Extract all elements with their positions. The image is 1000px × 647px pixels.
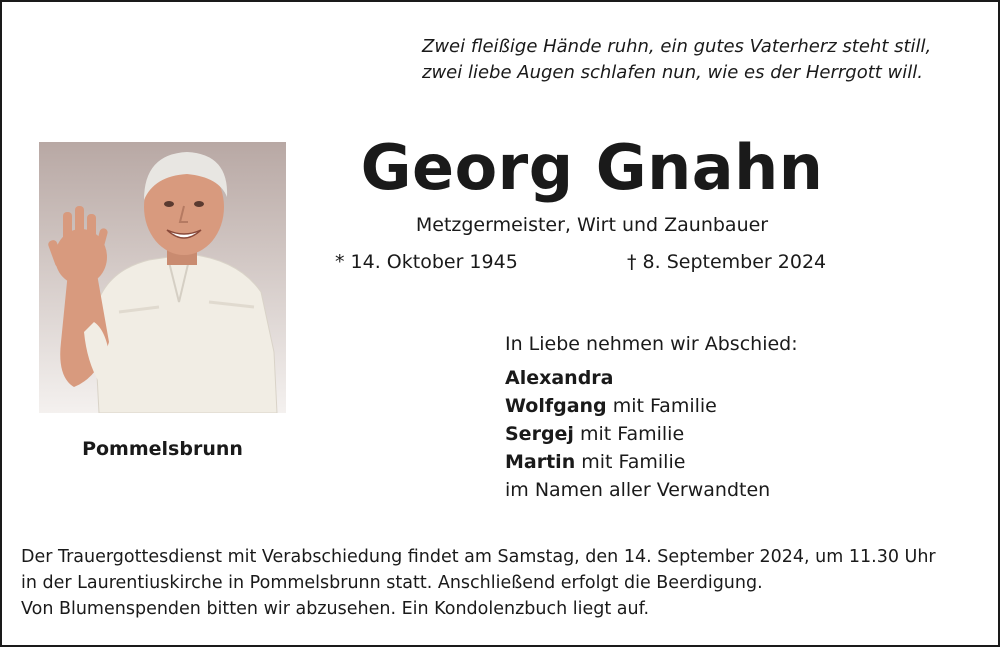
mourner-name: Martin (505, 451, 576, 473)
service-line-3: Von Blumenspenden bitten wir abzusehen. Ein Kondolenzbuch liegt auf. (21, 599, 650, 619)
mourner-row (505, 364, 798, 392)
mourner-suffix: mit Familie (575, 451, 686, 473)
mourner-row (505, 392, 798, 420)
service-details (21, 544, 986, 622)
service-line-2: in der Laurentiuskirche in Pommelsbrunn statt. Anschließend erfolgt die Beerdigung. (21, 573, 763, 593)
poem-line-2: zwei liebe Augen schlafen nun, wie es der Herrgott will. (422, 62, 923, 83)
mourners-intro: In Liebe nehmen wir Abschied: (505, 333, 798, 355)
mourner-name: Sergej (505, 423, 574, 445)
poem-line-1: Zwei fleißige Hände ruhn, ein gutes Vaterherz steht still, (422, 36, 932, 57)
mourner-name: Alexandra (505, 367, 614, 389)
mourner-suffix: mit Familie (606, 395, 717, 417)
death-date: † 8. September 2024 (627, 251, 827, 273)
service-line-1: Der Trauergottesdienst mit Verabschiedung findet am Samstag, den 14. September 2024, um 11.30 Uhr (21, 547, 936, 567)
birth-date: * 14. Oktober 1945 (335, 251, 518, 273)
mourner-name: Wolfgang (505, 395, 607, 417)
mourners-list (505, 330, 798, 504)
mourner-row (505, 420, 798, 448)
hometown: Pommelsbrunn (82, 438, 243, 460)
mourner-row (505, 448, 798, 476)
profession: Metzgermeister, Wirt und Zaunbauer (415, 214, 769, 236)
portrait-photo (39, 142, 286, 413)
portrait-illustration (39, 142, 286, 413)
poem (422, 34, 962, 86)
deceased-name: Georg Gnahn (360, 131, 824, 204)
mourner-suffix: mit Familie (573, 423, 685, 445)
mourners-closing: im Namen aller Verwandten (505, 479, 771, 501)
